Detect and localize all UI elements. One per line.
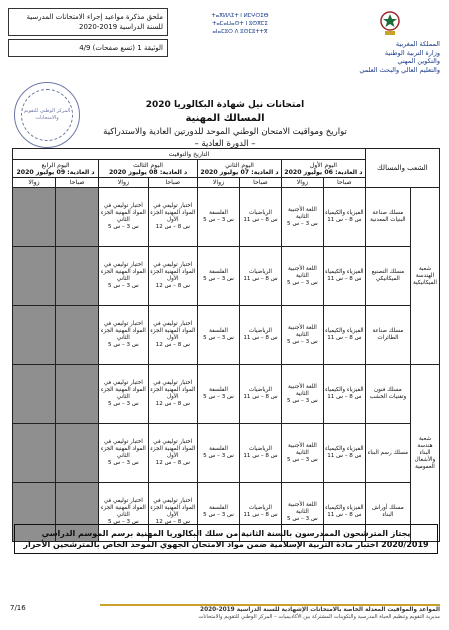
tracks-title: المسالك المهنية xyxy=(185,113,265,124)
day-3-header: اليوم الثالث د العادية: 08 يوليوز 2020 xyxy=(99,160,198,178)
empty-shaded-cell xyxy=(13,365,56,424)
footer-title: المواعد والمواقيت المعدلة الخاصة بالامتحانات الإشهادية للسنة الدراسية 2019-2020 xyxy=(100,604,440,613)
exam-cell: الفيزياء والكيمياء س 8 – س 11 xyxy=(323,424,365,483)
empty-shaded-cell xyxy=(56,306,99,365)
exam-cell: اختبار توليفي في المواد المهنية الجزء الثاني س 3 – س 5 xyxy=(99,365,148,424)
track-name: مسلك رسم البناء xyxy=(365,424,410,483)
exam-cell: اللغة الأجنبية الثانية س 3 – س 5 xyxy=(281,483,323,542)
coat-of-arms-icon xyxy=(377,8,403,38)
exam-cell: الفلسفة س 3 – س 5 xyxy=(198,188,240,247)
session-morning: صباحا xyxy=(239,178,281,188)
session-morning: صباحا xyxy=(323,178,365,188)
exam-cell: الفيزياء والكيمياء س 8 – س 11 xyxy=(323,247,365,306)
exam-cell: الرياضيات س 8 – س 11 xyxy=(239,365,281,424)
track-name: مسلك فنون وتقنيات الخشب xyxy=(365,365,410,424)
header-annex-block xyxy=(8,8,168,60)
exam-cell: الفيزياء والكيمياء س 8 – س 11 xyxy=(323,188,365,247)
exam-cell: اختبار توليفي في المواد المهنية الجزء الأول س 8 – س 12 xyxy=(148,247,197,306)
session-evening: زوالا xyxy=(13,178,56,188)
track-name: مسلك أوراش البناء xyxy=(365,483,410,542)
group-name: شعبة هندسة البناء والأشغال العمومية xyxy=(410,365,439,542)
document-number-box xyxy=(8,39,168,57)
exam-cell: اختبار توليفي في المواد المهنية الجزء الأول س 8 – س 12 xyxy=(148,306,197,365)
exam-cell: اختبار توليفي في المواد المهنية الجزء الثاني س 3 – س 5 xyxy=(99,483,148,542)
exam-cell: الفلسفة س 3 – س 5 xyxy=(198,424,240,483)
table-row xyxy=(13,306,440,365)
page-number: 7/16 xyxy=(10,604,26,612)
group-name: شعبة الهندسة الميكانيكية xyxy=(410,188,439,365)
exam-cell: اختبار توليفي في المواد المهنية الجزء الأول س 8 – س 12 xyxy=(148,188,197,247)
session-morning: صباحا xyxy=(148,178,197,188)
exam-cell: الرياضيات س 8 – س 11 xyxy=(239,483,281,542)
session-evening: زوالا xyxy=(99,178,148,188)
table-row xyxy=(13,247,440,306)
table-row xyxy=(13,365,440,424)
empty-shaded-cell xyxy=(13,247,56,306)
empty-shaded-cell xyxy=(56,365,99,424)
exam-cell: الفيزياء والكيمياء س 8 – س 11 xyxy=(323,306,365,365)
session-evening: زوالا xyxy=(198,178,240,188)
ministry-logo-tifinagh: ⵜⴰⴳⵍⴷⵉⵜ ⵏ ⵍⵎⵖⵔⵉⴱ ⵜⴰⵎⴰⵡⴰⵙⵜ ⵏ ⵓⵙⴳⵎⵉ ⴰⵏⴰⵎⵓⵔ ⴷ ⵓⵙⵎⵓⵜⵜⴳ xyxy=(211,13,269,35)
branches-header: الشعب والمسالك xyxy=(365,149,439,188)
track-name: مسلك صناعة البنيات المعدنية xyxy=(365,188,410,247)
exam-cell: الرياضيات س 8 – س 11 xyxy=(239,306,281,365)
ministry-header xyxy=(340,8,440,74)
empty-shaded-cell xyxy=(13,306,56,365)
islamic-education-notice: يجتاز المترشحون الممدرسون بالسنة الثانية من سلك البكالوريا المهنية برسم الموسم الدراسي 2020/2019 اختبار مادة التربية الإسلامية ضمن مواد الامتحان الجهوي الموحد الخاص بالمترشحين الأحرار xyxy=(14,524,438,554)
exam-cell: اختبار توليفي في المواد المهنية الجزء الثاني س 3 – س 5 xyxy=(99,424,148,483)
empty-shaded-cell xyxy=(13,188,56,247)
exam-cell: اللغة الأجنبية الثانية س 3 – س 5 xyxy=(281,424,323,483)
exam-cell: الرياضيات س 8 – س 11 xyxy=(239,247,281,306)
exam-cell: الفلسفة س 3 – س 5 xyxy=(198,247,240,306)
exam-title: امتحانات نيل شهادة البكالوريا 2020 xyxy=(145,100,305,110)
exam-cell: الفلسفة س 3 – س 5 xyxy=(198,483,240,542)
document-number: الوثيقة 1 (تسع صفحات) 4/9 xyxy=(79,44,163,52)
track-name: مسلك التصنيع الميكانيكي xyxy=(365,247,410,306)
empty-shaded-cell xyxy=(56,424,99,483)
annex-title: ملحق مذكرة مواعيد إجراء الامتحانات المدرسية xyxy=(26,13,163,21)
exam-schedule-table xyxy=(12,148,440,542)
exam-cell: اختبار توليفي في المواد المهنية الجزء الأول س 8 – س 12 xyxy=(148,424,197,483)
exam-cell: الفيزياء والكيمياء س 8 – س 11 xyxy=(323,365,365,424)
table-row xyxy=(13,424,440,483)
annex-title-box xyxy=(8,8,168,36)
stamp-text: المركز الوطني للتقويم والامتحانات xyxy=(21,89,73,141)
exam-cell: اختبار توليفي في المواد المهنية الجزء الثاني س 3 – س 5 xyxy=(99,306,148,365)
exam-cell: اختبار توليفي في المواد المهنية الجزء الثاني س 3 – س 5 xyxy=(99,247,148,306)
empty-shaded-cell xyxy=(13,424,56,483)
document-titles xyxy=(60,100,390,149)
exam-cell: الفلسفة س 3 – س 5 xyxy=(198,365,240,424)
exam-cell: اللغة الأجنبية الثانية س 3 – س 5 xyxy=(281,306,323,365)
exam-cell: اختبار توليفي في المواد المهنية الجزء الأول س 8 – س 12 xyxy=(148,365,197,424)
day-2-header: اليوم الثاني د العادية: 07 يوليوز 2020 xyxy=(198,160,282,178)
exam-cell: اختبار توليفي في المواد المهنية الجزء الثاني س 3 – س 5 xyxy=(99,188,148,247)
empty-shaded-cell xyxy=(56,188,99,247)
exam-cell: اللغة الأجنبية الثانية س 3 – س 5 xyxy=(281,365,323,424)
day-4-header: اليوم الرابع د العادية: 09 يوليوز 2020 xyxy=(13,160,99,178)
dates-header: التاريخ والتوقيت xyxy=(13,149,366,160)
exam-cell: الفلسفة س 3 – س 5 xyxy=(198,306,240,365)
session-evening: زوالا xyxy=(281,178,323,188)
session-morning: صباحا xyxy=(56,178,99,188)
empty-shaded-cell xyxy=(56,247,99,306)
footer-directorate: مديرية التقويم وتنظيم الحياة المدرسية والتكوينات المشتركة بين الأكاديميات – المركز الوطني للتقويم والامتحانات xyxy=(198,614,440,620)
table-row xyxy=(13,188,440,247)
annex-year: للسنة الدراسية 2019-2020 xyxy=(78,23,163,31)
track-name: مسلك صناعة الطائرات xyxy=(365,306,410,365)
session-label: – الدورة العادية – xyxy=(194,139,256,149)
exam-cell: الفيزياء والكيمياء س 8 – س 11 xyxy=(323,483,365,542)
exam-cell: اختبار توليفي في المواد المهنية الجزء الأول س 8 – س 12 xyxy=(148,483,197,542)
ministry-name: المملكة المغربية وزارة التربية الوطنية والتكوين المهني والتعليم العالي والبحث العلمي xyxy=(359,40,440,74)
schedule-subtitle: تواريخ ومواقيت الامتحان الوطني الموحد للدورتين العادية والاستدراكية xyxy=(103,127,347,137)
exam-cell: الرياضيات س 8 – س 11 xyxy=(239,424,281,483)
exam-cell: اللغة الأجنبية الثانية س 3 – س 5 xyxy=(281,247,323,306)
exam-cell: اللغة الأجنبية الثانية س 3 – س 5 xyxy=(281,188,323,247)
day-1-header: اليوم الأول د العادية: 06 يوليوز 2020 xyxy=(281,160,365,178)
exam-cell: الرياضيات س 8 – س 11 xyxy=(239,188,281,247)
